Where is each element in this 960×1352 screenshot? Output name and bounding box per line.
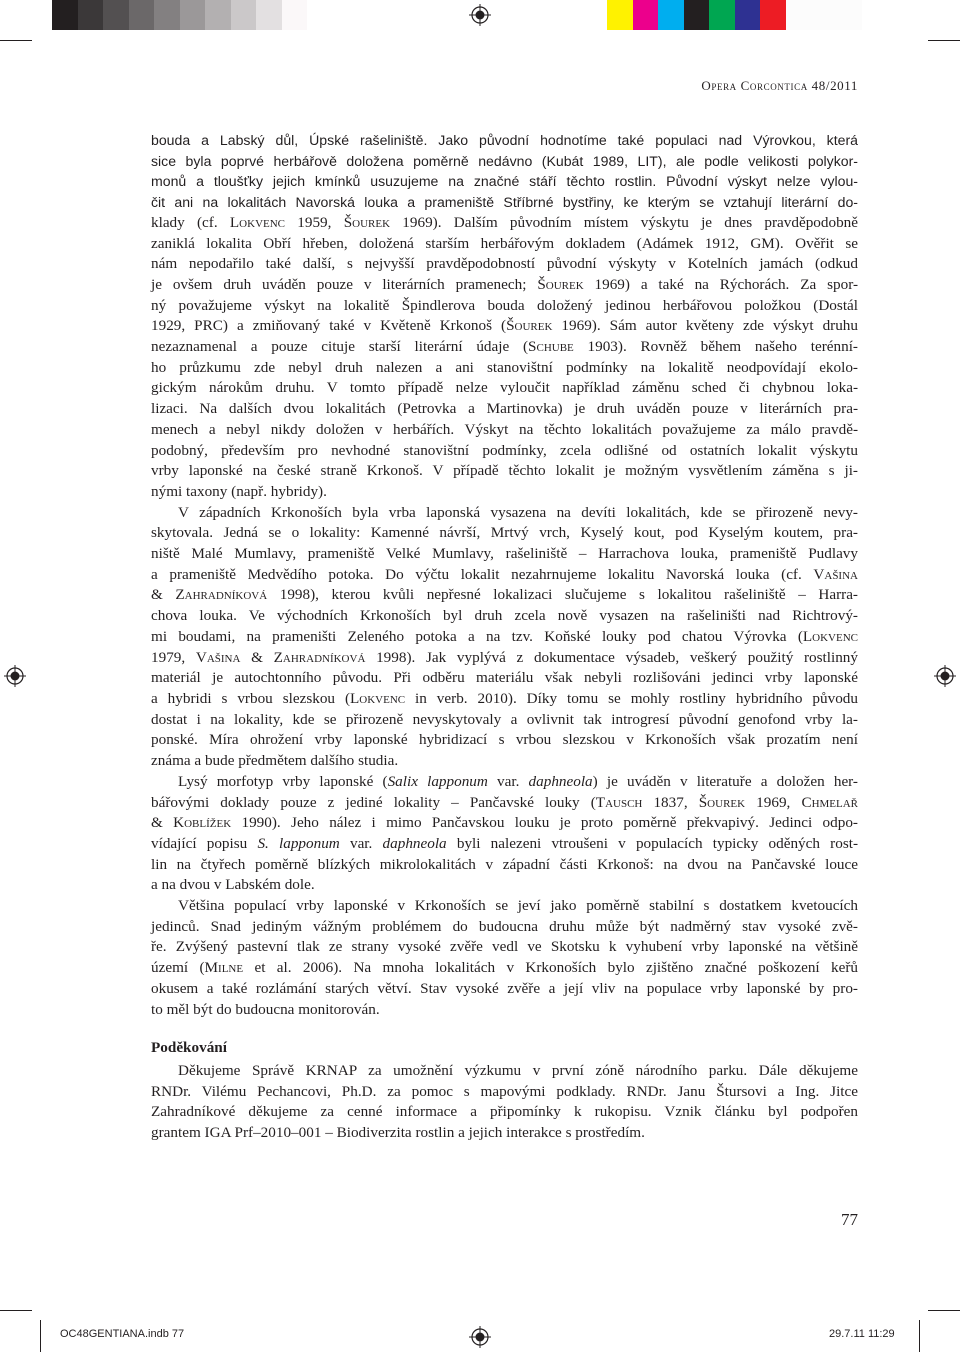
text-run: čit ani na lokalitách Navorská louka a prameniště Stříbrné bystřiny, ke kterým se vztahují literární do- [151,194,858,211]
article-body [151,130,858,1144]
text-run: 1969). Dalším původním místem výskytu je dnes pravděpodobně [390,213,859,231]
text-run: 1959, [285,213,344,231]
text-run: 1979, [151,648,196,666]
grayscale-color-bar [52,0,307,30]
paragraph [151,896,858,1020]
text-run: zaniklá lokalita Obří hřeben, doložená starším herbářovým dokladem (Adámek 1912, GM). Ověřit se [151,234,858,252]
author-citation: Lokvenc [802,627,858,645]
taxon-name: S. lapponum [257,834,340,852]
color-swatch [78,0,104,30]
paragraph [151,213,858,503]
text-line [151,648,858,669]
color-swatch [282,0,308,30]
color-swatch [180,0,206,30]
text-run: území ( [151,959,205,977]
color-swatch [658,0,684,30]
text-run: monů a tloušťky jejich kmínků usuzujeme na značné stáří těchto rostlin. Původní výskyt nelze vylou- [151,173,858,190]
text-line [151,875,858,896]
text-line [151,130,858,151]
color-swatch [256,0,282,30]
text-line [151,813,858,834]
author-citation: Chmelař [801,793,859,811]
text-line [151,627,858,648]
text-line [151,710,858,731]
text-run: klady (cf. [151,213,230,231]
author-citation: Lokvenc [229,213,286,231]
text-line [151,730,858,751]
text-line [151,171,858,192]
text-run: skytovala. Jedná se o lokality: Kamenné návrší, Mrtvý vrch, Kyselý kout, pod Kyselým koutem, pra- [151,524,858,542]
text-run: niště Malé Mumlavy, prameniště Velké Mumlavy, rašeliniště – Harrachova louka, prameniště Pudlavy [151,545,858,563]
text-line [151,896,858,917]
registration-mark-right [934,665,956,687]
text-run: nými taxony (např. hybridy). [151,482,327,500]
text-run: bářovými doklady pouze z jediné lokality – Pančavské louky ( [151,793,596,811]
color-swatch [786,0,812,30]
text-line [151,1082,858,1103]
text-run: vídající popisu [151,834,258,852]
color-swatch [129,0,155,30]
text-run: 1969). Sám autor květeny zde výskyt druhu [552,317,858,335]
paragraph [151,772,858,896]
color-swatch [735,0,761,30]
color-swatch [231,0,257,30]
text-run: to měl být do budoucna monitorován. [151,1000,380,1018]
text-run: menech a nebyl nikdy doložen v herbářích. Výskyt na těchto lokalitách považujeme za málo pravdě- [151,420,858,438]
text-run: lin na čtyřech poměrně blízkých mikrolokalitách v západní části Krkonoš: na dvou na Pančavské louce [151,855,858,873]
author-citation: Milne [204,959,244,977]
text-run: Většina populací vrby laponské v Krkonoších se jeví jako poměrně stabilní s dostatkem kvetoucích [178,897,858,915]
text-run: lizaci. Na dalších dvou lokalitách (Petrovka a Martinovka) je druh uváděn pouze v literárních pra- [151,400,858,418]
color-swatch [633,0,659,30]
color-swatch [760,0,786,30]
text-line [151,751,858,772]
color-swatch [709,0,735,30]
text-run: je ovšem druh uváděn pouze v literárních pramenech; [151,275,538,293]
text-run: 1998), kterou kvůli nepřesné lokalizaci slučujeme s lokalitou rašeliniště – Harra- [267,586,858,604]
text-run: gickým nárokům druhu. V tomto případě nelze vyloučit například záměnu sched či chybnou loka- [151,379,858,397]
text-line [151,772,858,793]
text-line [151,482,858,503]
text-run: byli nalezeni vtroušeni v populacích typicky oděných rost- [446,834,859,852]
text-run: podobný, především pro nevhodné stanovištní podmínky, zcela odlišné od ostatních lokalit výskytu [151,441,858,459]
section-heading: Poděkování [151,1039,227,1057]
text-line [151,1061,858,1082]
text-line [151,378,858,399]
text-run: dostat i na lokality, kde se přirozeně nevyskytovaly a ovlivnit tak introgresí původní genofond vrby la- [151,710,858,728]
paragraph [151,130,858,213]
text-line [151,834,858,855]
text-line [151,523,858,544]
text-run: RNDr. Vilému Pechancovi, Ph.D. za pomoc s mapovými podklady. RNDr. Janu Štursovi a Ing. Jitce [151,1082,858,1100]
color-swatch [837,0,863,30]
text-run: vrby laponské na české straně Krkonoš. V případě těchto lokalit je možným vysvětlením záměna s ji- [151,462,858,480]
slug-date: 29.7.11 11:29 [829,1328,895,1340]
author-citation: Vašina [813,565,858,583]
registration-mark-top [469,4,491,26]
text-line [151,254,858,275]
text-run: var. [487,772,529,790]
text-run: známa a bude předmětem dalšího studia. [151,752,399,770]
text-run: 1837, [642,793,699,811]
author-citation: & Koblížek [151,814,232,832]
author-citation: Šourek [343,213,391,231]
text-line [151,855,858,876]
text-run: Zahradníkové děkujeme za cenné informace a připomínky k rukopisu. Vznik článku byl podpořen [151,1103,858,1121]
text-run: 1990). Jeho nález i mimo Pančavskou louku je proto poměrně překvapivý. Jedinci odpo- [231,814,858,832]
text-run: 1969) a také na Rýchorách. Za spor- [583,275,859,293]
color-swatch [103,0,129,30]
crop-mark [919,1320,920,1352]
text-run: sice byla poprvé herbářově doložena poměrně nedávno (Kubát 1989, LIT), ale podle velikosti polykor- [151,152,858,169]
text-line [151,399,858,420]
text-line [151,316,858,337]
color-swatch [205,0,231,30]
text-line [151,979,858,1000]
slug-filename: OC48GENTIANA.indb 77 [60,1328,185,1340]
cmyk-color-bar [607,0,862,30]
text-run: bouda a Labský důl, Úpské rašeliniště. Jako původní hodnotíme také populaci nad Výrovkou, která [151,132,858,148]
text-run: grantem IGA Prf–2010–001 – Biodiverzita rostlin a jejich interakce s prostředím. [151,1124,645,1142]
text-run: var. [339,834,383,852]
text-line [151,234,858,255]
crop-mark [0,1310,32,1311]
taxon-name: Salix lapponum [387,772,488,790]
text-run: materiál je autochtonního původu. Při odběru materiálu však nebyli rozlišováni jedinci vrby laponské [151,669,858,687]
author-citation: Vašina & Zahradníková [195,648,366,666]
text-line [151,296,858,317]
author-citation: Šourek [506,317,553,335]
text-line [151,337,858,358]
text-line [151,689,858,710]
text-run: Děkujeme Správě KRNAP za umožnění výzkumu v první zóně národního parku. Dále děkujeme [178,1061,858,1079]
text-line [151,151,858,172]
text-line [151,793,858,814]
author-citation: Šourek [698,793,746,811]
author-citation: Schube [528,338,574,356]
text-run: chova louka. Ve východních Krkonoších byl druh zcela nově vysazen na rašeliništi nad Richtrový- [151,607,858,625]
registration-mark-bottom [469,1326,491,1348]
text-run: ponské. Míra ohrožení vrby laponské hybridizací s vrbou slezskou v Krkonoších však prozatím není [151,731,858,749]
text-line [151,544,858,565]
text-line [151,958,858,979]
author-citation: Lokvenc [350,689,406,707]
crop-mark [0,40,32,41]
text-run: ho průzkumu zde nebyl druh nalezen a ani stanovištní podmínky na lokalitě neodpovídají ekolo- [151,358,858,376]
text-run: a na dvou v Labském dole. [151,876,315,894]
text-line [151,461,858,482]
text-line [151,606,858,627]
running-header: Opera Corcontica 48/2011 [701,78,858,93]
text-run: Lysý morfotyp vrby laponské ( [178,772,388,790]
crop-mark [928,40,960,41]
text-line [151,213,858,234]
text-run: jedinců. Snad jediným vážným problémem do budoucna druhu může být nadměrný stav vysoké zvě- [151,917,858,935]
text-run: 1998). Jak vyplývá z dokumentace výsadeb, veškerý použitý rostlinný [365,648,858,666]
paragraph [151,1061,858,1144]
text-line [151,503,858,524]
color-swatch [684,0,710,30]
text-line [151,192,858,213]
author-citation: & Zahradníková [151,586,268,604]
text-line [151,668,858,689]
text-run: ře. Zvýšený pastevní tlak ze strany vysoké zvěře vedl ve Skotsku k vyhubení vrby laponské na většině [151,938,858,956]
crop-mark [928,1310,960,1311]
text-line [151,1000,858,1021]
text-run: a hybridi s vrbou slezskou ( [151,689,350,707]
text-run: et al. 2006). Na mnoha lokalitách v Krkonoších bylo zjištěno značné poškození keřů [243,959,858,977]
text-line [151,420,858,441]
author-citation: Tausch [595,793,643,811]
text-run: mi boudami, na prameništi Zeleného potoka a na tzv. Koňské louky pod chatou Výrovka ( [151,627,803,645]
text-run: ) je uváděn v literatuře a doložen her- [592,772,858,790]
color-swatch [154,0,180,30]
crop-mark [40,1320,41,1352]
color-swatch [52,0,78,30]
text-run: nám nepodařilo také další, s nejvyšší pravděpodobností původní výskyty v Kotelních jamách (odkud [151,255,858,273]
text-run: V západních Krkonoších byla vrba laponská vysazena na devíti lokalitách, kde se přirozeně nevy- [178,503,858,521]
text-run: okusem a také rozlámání starých větví. Stav vysoké zvěře a její vliv na populace vrby laponské by pro- [151,979,858,997]
text-run: a prameniště Medvědího potoka. Do výčtu lokalit nezahrnujeme lokalitu Navorská louka (cf. [151,565,814,583]
text-line [151,441,858,462]
color-swatch [607,0,633,30]
text-line [151,917,858,938]
text-run: 1929, PRC) a zmiňovaný také v Květeně Krkonoš ( [151,317,507,335]
text-line [151,358,858,379]
paragraph [151,503,858,772]
registration-mark-left [4,665,26,687]
text-line [151,585,858,606]
author-citation: Šourek [537,275,584,293]
text-run: in verb. 2010). Díky tomu se mohly rostliny hybridního původu [405,689,858,707]
text-line [151,565,858,586]
text-run: ný považujeme výskyt na lokalitě Špindlerova bouda doložený jedinou herbářovou položkou (Dostál [151,296,858,314]
text-run: 1969, [745,793,802,811]
text-line [151,1123,858,1144]
text-run: 1903). Rovněž během našeho terénní- [573,338,858,356]
text-line [151,275,858,296]
text-line [151,937,858,958]
taxon-name: daphneola [382,834,447,852]
text-run: nezaznamenal a pouze cituje starší literární údaje ( [151,338,529,356]
taxon-name: daphneola [528,772,593,790]
text-line [151,1102,858,1123]
color-swatch [811,0,837,30]
page-number: 77 [841,1210,858,1229]
